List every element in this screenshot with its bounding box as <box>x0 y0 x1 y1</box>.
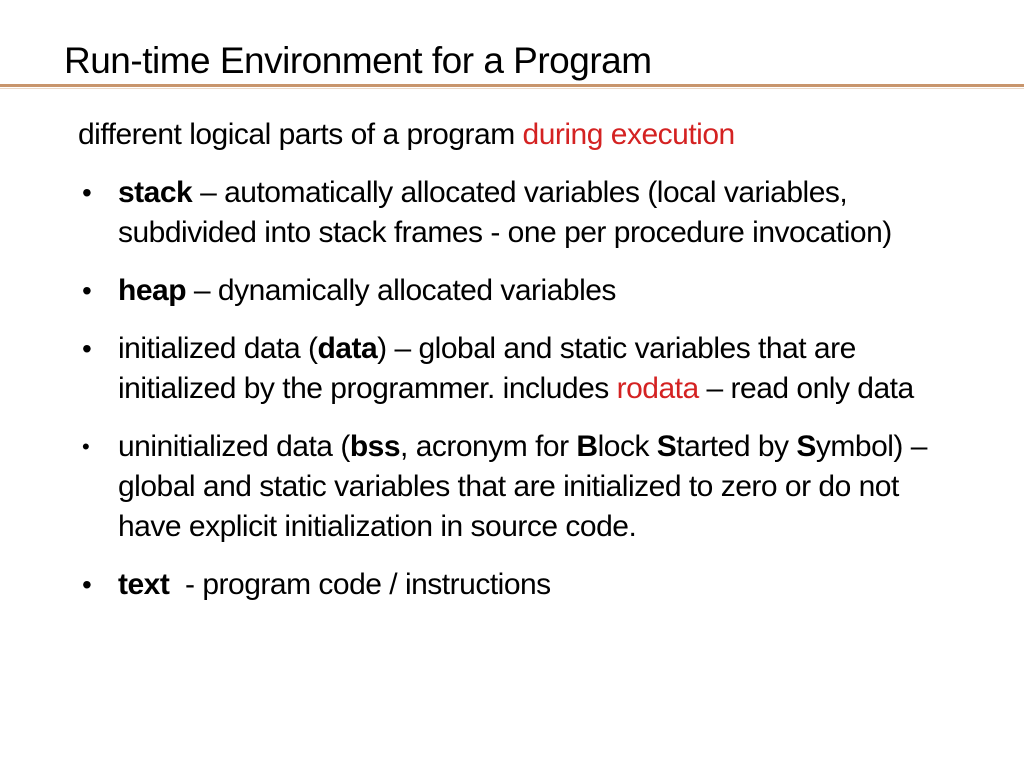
intro-text: different logical parts of a program <box>78 118 523 151</box>
bss-letter-s2: S <box>796 430 816 463</box>
bullet-icon: • <box>82 275 92 306</box>
term-bss: bss <box>349 430 401 463</box>
term-data: data <box>317 332 378 365</box>
slide-title: Run-time Environment for a Program <box>64 40 652 81</box>
bullet-icon: • <box>82 177 92 208</box>
rodata-highlight: rodata <box>616 372 699 405</box>
bullet-item-bss <box>78 427 968 547</box>
bss-pre: uninitialized data ( <box>118 430 350 463</box>
desc-text: - program code / instructions <box>169 568 551 601</box>
bss-letter-b: B <box>576 430 598 463</box>
bss-mid: , acronym for <box>400 430 577 463</box>
bss-letter-s1: S <box>656 430 677 463</box>
data-mid: ) – global and static variables that are initialized by the programmer. includes <box>118 332 856 405</box>
term-stack: stack <box>118 176 193 209</box>
desc-stack: – automatically allocated variables (local variables, subdivided into stack frames - one per procedure invocation) <box>118 176 892 249</box>
intro-highlight: during execution <box>522 118 735 151</box>
bullet-item-stack <box>78 173 968 253</box>
bullet-item-text <box>78 565 968 605</box>
data-post: – read only data <box>698 372 914 405</box>
term-heap: heap <box>118 274 187 307</box>
bss-lock: lock <box>597 430 657 463</box>
bss-tarted: tarted by <box>676 430 797 463</box>
bullet-item-data <box>78 329 968 409</box>
intro-line <box>78 115 968 155</box>
bullet-item-heap <box>78 271 968 311</box>
bullet-list <box>78 173 968 605</box>
data-pre: initialized data ( <box>118 332 318 365</box>
bullet-icon: • <box>82 333 92 364</box>
title-divider <box>0 84 1024 87</box>
bullet-icon: • <box>82 569 92 600</box>
slide-body <box>78 115 968 623</box>
title-divider-shadow <box>0 88 1024 89</box>
bss-post: ymbol) – global and static variables that are initialized to zero or do not have explicit initialization in source code. <box>118 430 927 543</box>
term-text: text <box>118 568 170 601</box>
desc-heap: – dynamically allocated variables <box>186 274 616 307</box>
bullet-icon: • <box>82 434 90 459</box>
